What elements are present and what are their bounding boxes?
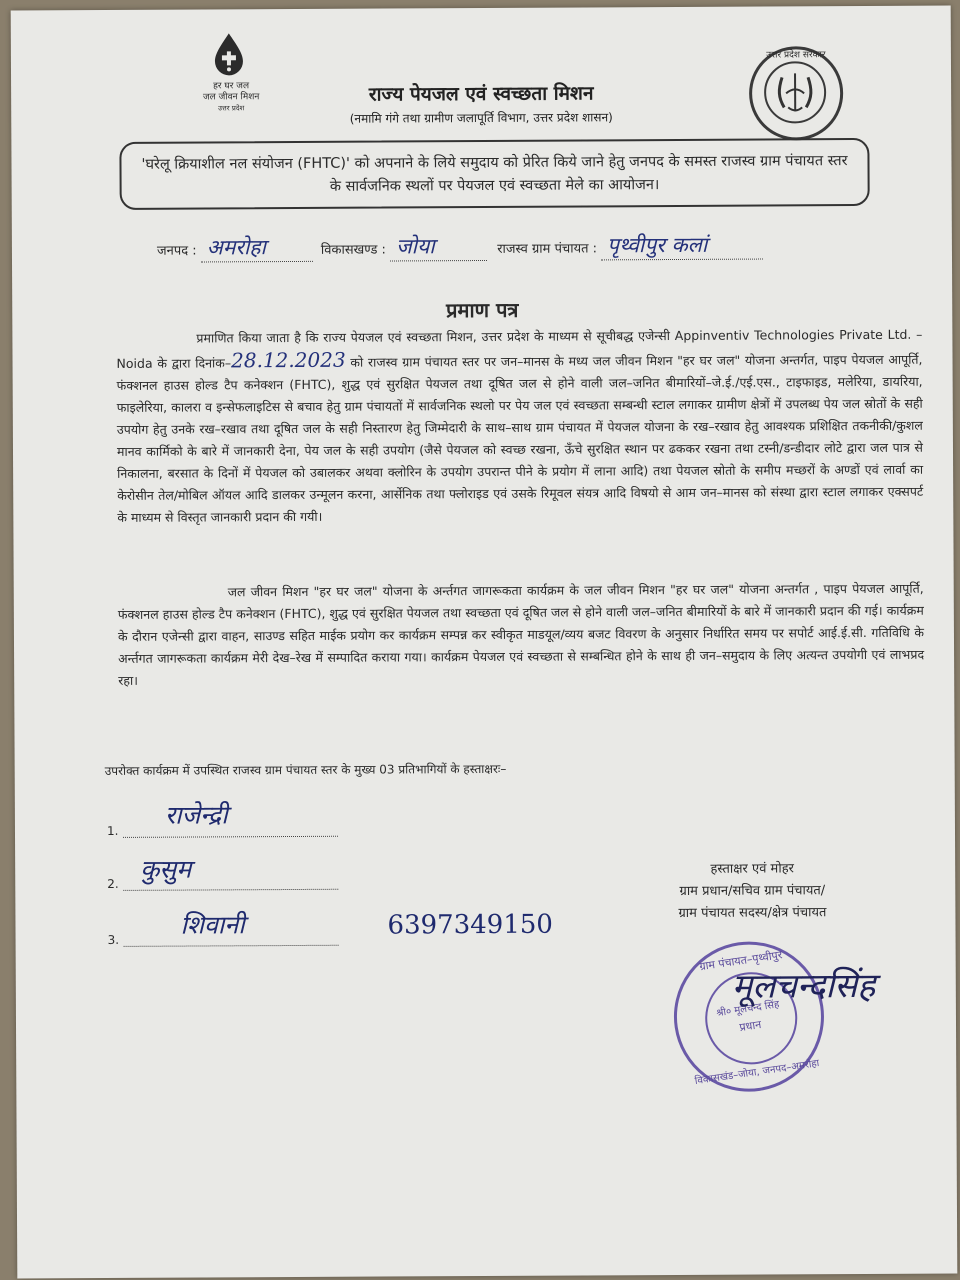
certificate-title: प्रमाण पत्र <box>446 297 519 323</box>
pradhan-signature: मूलचन्दसिंह <box>731 965 876 1007</box>
seal-bottom-text: विकासखंड–जोया, जनपद–अमरोहा <box>694 1058 821 1088</box>
signature-number-2: 2. <box>107 876 119 891</box>
paragraph-1-rest: को राजस्व ग्राम पंचायत स्तर पर जन–मानस के मध्य जल जीवन मिशन "हर घर जल" योजना अन्तर्गत, पाइप पेयजल आपूर्ति, फंक्शनल हाउस होल्ड टैप कनेक्शन (FHTC), शुद्ध एवं सुरक्षित पेयजल तथा दूषित जल से होने वाली जल–जनित बीमारियों–जे.ई./एई.एस., टाइफाइड, मलेरिया, डायरिया, फाइलेरिया, कालरा व इन्सेफलाइटिस से बचाव हेतु ग्राम पंचायतों में सार्वजनिक स्थलो पर पेय जल एवं स्वच्छता सम्बन्धी स्टाल लगाकर ग्रामीण क्षेत्रों में उपलब्ध पेय जल स्रोतों के सही उपयोग हेतु उनके रख–रखाव तथा दूषित जल के सही निस्तारण हेतु जिम्मेदारी के साथ–साथ ग्राम पंचायत में पेयजल योजना के रख–रखाव हेतु आवश्यक प्रशिक्षित तकनीकी/कुशल मानव कार्मिको के बारे में जानकारी देना, पेय जल के सही उपयोग (जैसे पेयजल को स्वच्छ रखना, ऊँचे सुरक्षित स्थान पर ढककर रखना तथा टस्नी/डन्डीदार लोटे द्वारा जल पात्र से निकालना, बरसात के दिनों में पेयजल को उबालकर अथवा क्लोरिन के उपयोग उपरान्त पीने के प्रयोग में लाना आदि) तथा पेयजल स्रोतो के समीप मच्छरों के अण्डों एवं लार्वा का केरोसीन तेल/मोबिल ऑयल आदि डालकर उन्मूलन करना, आर्सेनिक तथा फ्लोराइड एवं उसके रिमूवल संयत्र आदि विषयो से आम जन–मानस को संस्था द्वारा स्टाल लगाकर एक्सपर्ट के माध्यम से विस्तृत जानकारी प्रदान की गयी। <box>116 351 924 525</box>
phone-number: 6397349150 <box>387 909 553 941</box>
authority-line-2: ग्राम प्रधान/सचिव ग्राम पंचायत/ <box>679 883 826 899</box>
authority-line-3: ग्राम पंचायत सदस्य/क्षेत्र पंचायत <box>678 905 827 921</box>
district-label: जनपद : <box>156 243 197 259</box>
signature-2: कुसुम <box>140 854 192 884</box>
block-label: विकासखण्ड : <box>320 242 386 258</box>
mission-subtitle: (नमामि गंगे तथा ग्रामीण जलापूर्ति विभाग, उत्तर प्रदेश शासन) <box>349 110 613 126</box>
block-value: जोया <box>390 232 487 262</box>
paragraph-1-start: प्रमाणित किया जाता है कि राज्य पेयजल एवं स्वच्छता मिशन, उत्तर प्रदेश के माध्यम से सूचीबद्ध एजेन्सी Appinventiv Technologies Private Ltd. – Noida के द्वारा दिनांक– <box>116 326 923 371</box>
district-value: अमरोहा <box>201 233 313 263</box>
event-banner: 'घरेलू क्रियाशील नल संयोजन (FHTC)' को अपनाने के लिये समुदाय को प्रेरित किये जाने हेतु जनपद के समस्त राजस्व ग्राम पंचायत स्तर के सार्वजनिक स्थलों पर पेयजल एवं स्वच्छता मेले का आयोजन। <box>119 138 869 210</box>
logo-caption-1: हर घर जल <box>213 81 250 92</box>
signature-line-1 <box>123 822 338 838</box>
seal-top-text: ग्राम पंचायत–पृथ्वीपुर <box>698 948 784 974</box>
logo-caption-2: जल जीवन मिशन <box>202 92 260 103</box>
seal-role: प्रधान <box>738 1018 763 1035</box>
signature-number-3: 3. <box>107 932 120 947</box>
panchayat-seal <box>664 932 834 1102</box>
authority-block <box>627 858 877 925</box>
signatures-intro: उपरोक्त कार्यक्रम में उपस्थित राजस्व ग्राम पंचायत स्तर के मुख्य 03 प्रतिभागियों के हस्ताक्षरः– <box>104 761 507 778</box>
certificate-paragraph-2: जल जीवन मिशन "हर घर जल" योजना के अर्न्तगत जागरूकता कार्यक्रम के जल जीवन मिशन "हर घर जल" योजना अन्तर्गत , पाइप पेयजल आपूर्ति, फंक्शनल हाउस होल्ड टैप कनेक्शन (FHTC), शुद्ध एवं सुरक्षित पेयजल तथा स्वच्छता एवं दूषित जल से होने वाली जल–जनित बीमारियों के बारे में जानकारी प्रदान की गई। कार्यक्रम के दौरान एजेन्सी द्वारा वाहन, साउण्ड सहित माईक प्रयोग कर कार्यक्रम सम्पन्न कर स्वीकृत माडयूल/व्यय बजट विवरण के अनुसार निर्धारित समय पर सपोर्ट आई.ई.सी. गतिविधि के अर्न्तगत जागरूकता कार्यक्रम मेरी देख–रेख में सम्पादित कराया गया। कार्यक्रम पेयजल एवं स्वच्छता से सम्बन्धित होने के साथ ही जन–समुदाय के लिए अत्यन्त उपयोगी एवं लाभप्रद रहा। <box>117 580 925 688</box>
emblem-text: उत्तर प्रदेश सरकार <box>766 50 826 61</box>
panchayat-label: राजस्व ग्राम पंचायत : <box>497 241 598 257</box>
certificate-paragraph-1 <box>116 324 923 529</box>
signature-number-1: 1. <box>106 823 119 838</box>
authority-line-1: हस्ताक्षर एवं मोहर <box>710 861 794 877</box>
signature-1: राजेन्द्री <box>164 800 228 830</box>
seal-name: श्री० मूलचन्द सिंह <box>715 999 781 1020</box>
location-fields <box>157 231 763 263</box>
event-date: 28.12.2023 <box>231 347 346 373</box>
mission-title: राज्य पेयजल एवं स्वच्छता मिशन <box>368 82 594 106</box>
certificate-page <box>11 6 958 1279</box>
signature-3: शिवानी <box>180 910 245 940</box>
panchayat-value: पृथ्वीपुर कलां <box>601 231 763 261</box>
logo-caption-3: उत्तर प्रदेश <box>218 104 245 113</box>
water-drop-tap-icon <box>211 31 247 77</box>
